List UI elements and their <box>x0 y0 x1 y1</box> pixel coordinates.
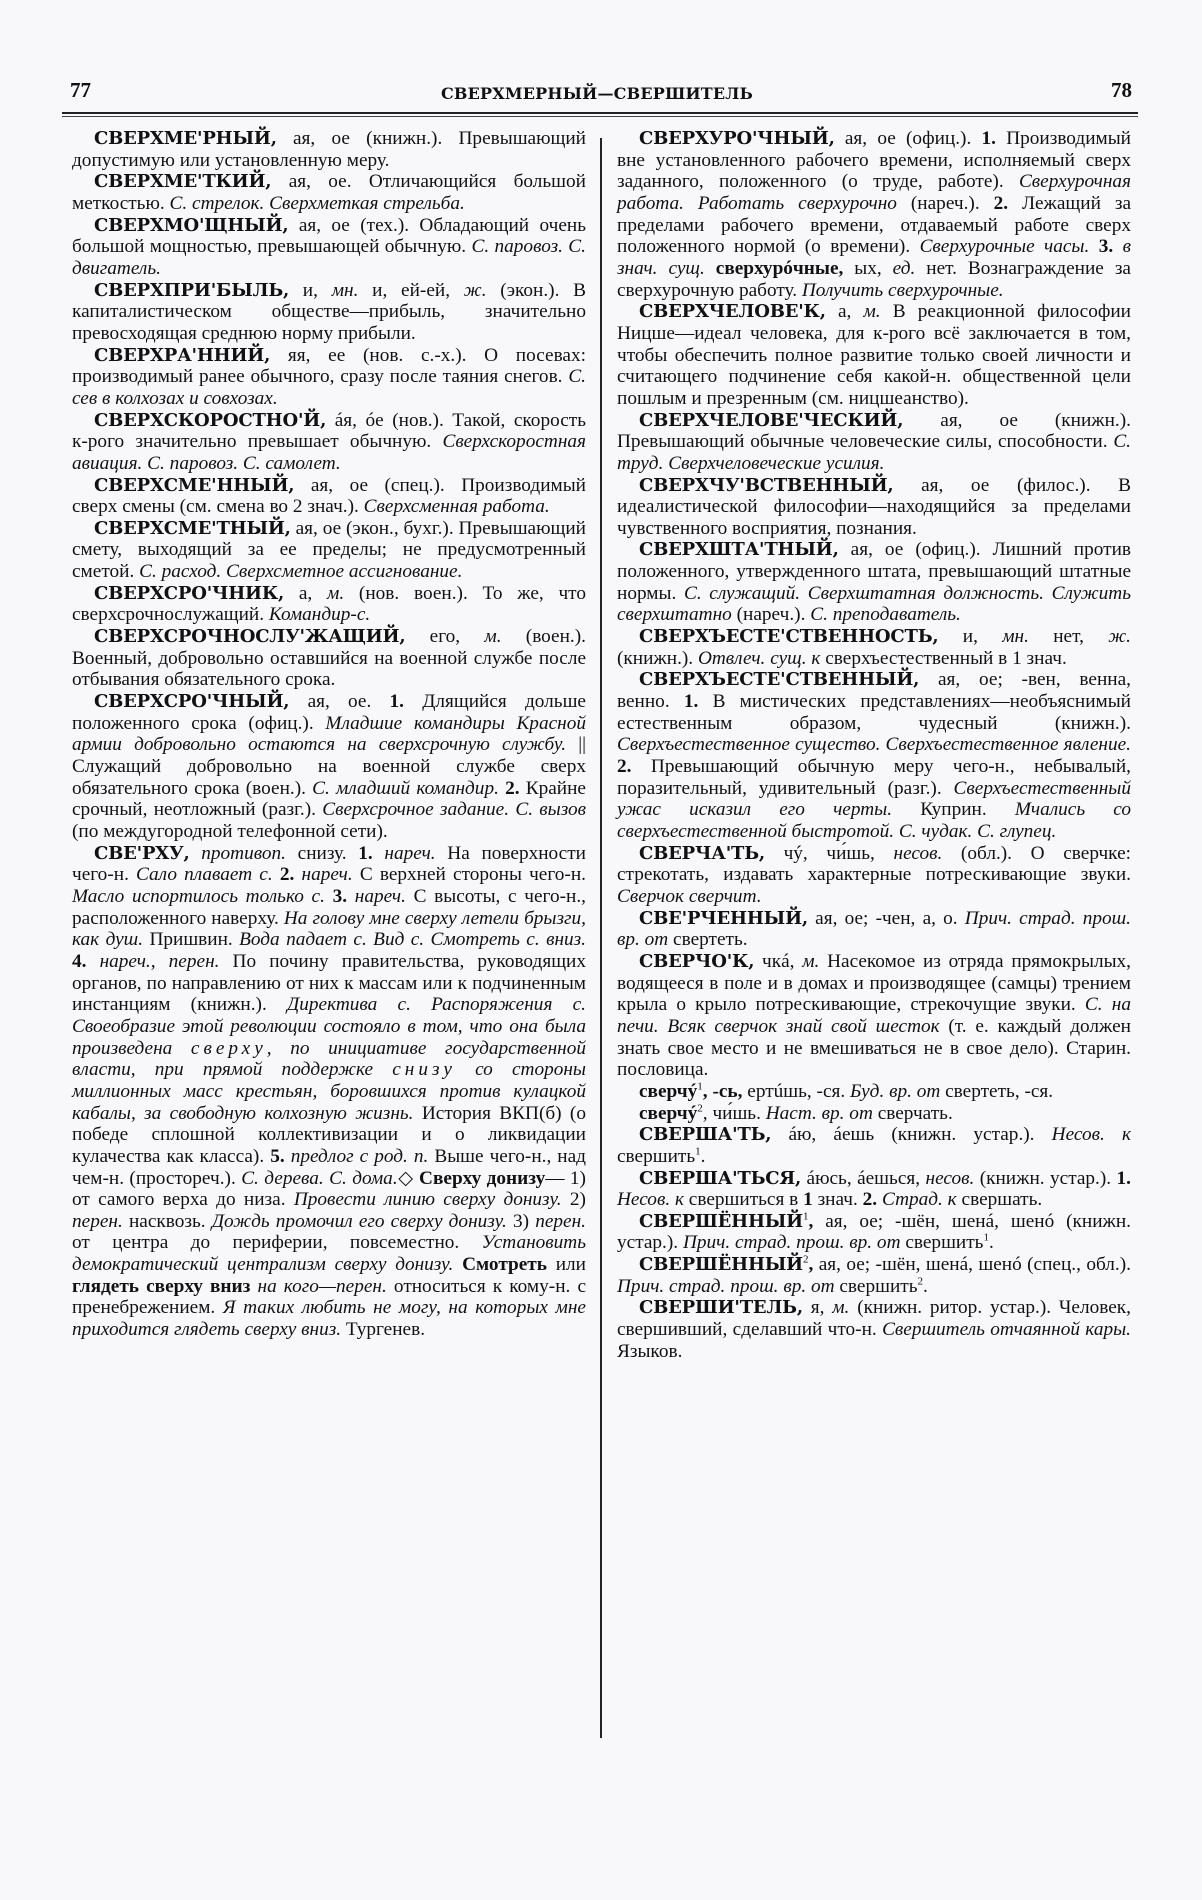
headword: СВЕРХМЕ'РНЫЙ, <box>94 128 277 149</box>
dictionary-entry <box>617 951 1131 1081</box>
italic-text: м. <box>802 950 820 972</box>
definition-text: чý, чи́шь, <box>764 842 894 864</box>
definition-text: свершиться в <box>683 1189 804 1211</box>
definition-text: ая, ое (экон., бухг.). Превышающий смету, выходящий за ее пределы; не предусмотренный сметой. <box>72 517 586 583</box>
definition-text: ая, ое; -вен, венна, венно. <box>617 669 1131 713</box>
definition-text: Крайне срочный, неотложный (разг.). <box>72 777 586 821</box>
italic-text: С. стрелок. Сверхметкая стрельба. <box>169 192 465 214</box>
bold-text: 3. <box>1098 236 1114 258</box>
bold-text: 2. <box>505 777 520 799</box>
definition-text: сверхъестественный в 1 знач. <box>820 647 1067 669</box>
headword: СВЕРХЧЕЛОВЕ'К, <box>639 301 826 323</box>
headword: СВЕРХУРО'ЧНЫЙ, <box>639 128 835 149</box>
bold-text: 5. <box>270 1145 285 1167</box>
headword: СВЕ'РХУ, <box>94 842 190 864</box>
dictionary-entry <box>617 1103 1131 1125</box>
italic-text: Дождь промочил его сверху донизу. <box>211 1210 507 1232</box>
dictionary-entry <box>617 1081 1131 1103</box>
definition-text: áю, áешь (книжн. устар.). <box>771 1124 1052 1146</box>
headword: СВЕРЧА'ТЬ, <box>639 842 765 864</box>
italic-text: Сверхскоростная авиация. С. паровоз. С. самолет. <box>72 431 586 474</box>
definition-text: Пришвин. <box>143 929 240 951</box>
definition-text: насквозь. <box>122 1210 212 1232</box>
definition-text: а, <box>284 582 328 604</box>
italic-text: ж. <box>1108 626 1131 648</box>
italic-text: Сверчок сверчит. <box>617 885 762 907</box>
definition-text: его, <box>405 626 485 648</box>
bold-text: 1. <box>358 842 373 864</box>
definition-text: ая, ое (спец.). Производимый сверх смены (см. смена во 2 знач.). <box>72 474 586 518</box>
definition-text: ая, ое; -шён, шенá, шенó (спец., обл.). <box>813 1254 1131 1276</box>
definition-text: (т. е. каждый должен знать свое место и не вмешиваться не в свое дело). Старин. пословица. <box>617 1015 1131 1081</box>
italic-text: Сало плавает с. <box>136 864 273 886</box>
dictionary-entry <box>72 410 586 475</box>
definition-text <box>705 258 716 279</box>
italic-text: С. на печи. Всяк сверчок знай свой шесток <box>617 994 1131 1037</box>
italic-text: перен. <box>72 1210 123 1232</box>
dictionary-entry <box>617 1168 1131 1211</box>
definition-text: Куприн. <box>892 799 1015 821</box>
definition-text: ых, <box>843 257 893 279</box>
headword: СВЕРХСМЕ'ТНЫЙ, <box>94 517 291 539</box>
bold-text: 3. <box>332 885 348 907</box>
bold-text: , <box>808 1210 814 1232</box>
italic-text: Прич. страд. прош. вр. от <box>617 1275 835 1297</box>
definition-text <box>325 886 333 907</box>
dictionary-entry <box>617 908 1131 951</box>
italic-text: Сверхурочные часы. <box>919 236 1090 258</box>
dictionary-entry <box>617 843 1131 908</box>
bold-text: 4. <box>72 950 87 972</box>
definition-text: С верхней стороны чего-н. <box>352 864 586 886</box>
definition-text: ая, ое; -шён, шенá, шенó (книжн. устар.). <box>617 1210 1131 1254</box>
dictionary-entry <box>617 1297 1131 1362</box>
bold-text: , <box>808 1254 814 1276</box>
bold-text: 1. <box>683 691 699 713</box>
headword: СВЕРЧО'К, <box>639 950 755 972</box>
italic-text: Младшие командиры Красной армии добровольно остаются на сверхсрочную службу. <box>72 712 586 756</box>
italic-text: Сверхурочная работа. Работать сверхурочно <box>617 171 1131 214</box>
bold-text: Смотреть <box>462 1254 547 1276</box>
bold-text: 2. <box>993 192 1009 214</box>
dictionary-entry <box>617 539 1131 626</box>
definition-text: ертúшь, -ся. <box>742 1080 851 1102</box>
italic-text: С. дерева. С. дома. <box>241 1167 398 1189</box>
italic-text: мн. <box>331 279 359 301</box>
definition-text: свертеть, -ся. <box>940 1080 1054 1102</box>
bold-text: глядеть сверху вниз <box>72 1275 251 1297</box>
dictionary-entry <box>617 1124 1131 1167</box>
definition-text <box>190 843 202 864</box>
italic-text: ед. <box>892 257 916 279</box>
bold-text: 1 <box>803 1189 813 1211</box>
definition-text: áя, óе (нов.). Такой, скорость к-рого значительно превышает обычную. <box>72 409 586 453</box>
definition-text: и, <box>289 279 332 301</box>
headword: СВЕ'РЧЕННЫЙ, <box>639 907 808 929</box>
running-head: СВЕРХМЕРНЫЙ—СВЕРШИТЕЛЬ <box>440 84 754 103</box>
italic-text: перен. <box>535 1210 586 1232</box>
dictionary-entry <box>72 843 586 1341</box>
bold-text: , -сь, <box>702 1080 743 1102</box>
definition-text: ая, ое. Отличающийся большой меткостью. <box>72 171 586 214</box>
definition-text: и, <box>938 626 1003 648</box>
definition-text: Лежащий за пределами рабочего времени, отдаваемый работе сверх положенного нормой (о времени). <box>617 192 1132 258</box>
definition-text: ая, ое (офиц.). Лишний против положенного, утвержденного штата, превышающий штатные нормы. <box>617 539 1131 604</box>
bold-text: 1. <box>1116 1167 1131 1189</box>
headword-lowercase: сверчý <box>639 1080 698 1102</box>
header-rule <box>62 112 1138 114</box>
definition-text: . <box>988 1232 994 1254</box>
italic-text: Свершитель отчаянной кары. <box>882 1319 1131 1341</box>
headword: СВЕРХСРОЧНОСЛУ'ЖАЩИЙ, <box>94 626 406 648</box>
dictionary-entry <box>72 171 586 214</box>
definition-text: (экон.). В капиталистическом обществе—прибыль, значительно превосходящая среднюю норму прибыли. <box>72 279 587 344</box>
definition-text: ая, ое (офиц.). <box>834 128 982 149</box>
definition-text: свертеть. <box>668 929 748 951</box>
page-number-right: 78 <box>1111 78 1132 102</box>
definition-text <box>453 1254 462 1275</box>
italic-text: Командир-с. <box>268 604 371 626</box>
dictionary-entry <box>617 475 1131 540</box>
headword: СВЕРХРА'ННИЙ, <box>94 344 271 366</box>
definition-text: (нареч.). <box>731 604 811 626</box>
column-divider <box>600 138 602 1738</box>
definition-text <box>294 864 301 885</box>
headword-lowercase: сверчý <box>639 1102 698 1124</box>
definition-text: (нов. воен.). То же, что сверхсрочнослужащий. <box>72 582 586 626</box>
spaced-text: снизу <box>392 1059 456 1081</box>
italic-text: Масло испортилось только с. <box>72 885 325 907</box>
headword: СВЕРХЪЕСТЕ'СТВЕННЫЙ, <box>639 669 920 691</box>
italic-text: предлог с род. п. <box>290 1145 429 1167</box>
definition-text: свершать. <box>956 1189 1043 1211</box>
definition-text: (воен.). Военный, добровольно оставшийся на военной службе после отбывания обязательного срока. <box>72 626 586 691</box>
definition-text: я, <box>802 1297 833 1319</box>
italic-text: несов. <box>925 1167 975 1189</box>
definition-text <box>86 951 99 972</box>
definition-text: áюсь, áешься, <box>801 1167 926 1189</box>
headword: СВЕРХПРИ'БЫЛЬ, <box>94 279 290 301</box>
dictionary-entry <box>617 410 1131 475</box>
headword: СВЕРХМЕ'ТКИЙ, <box>94 171 272 193</box>
definition-text: и, ей-ей, <box>358 279 464 301</box>
definition-text: ая, ое (книжн.). Превышающий допустимую или установленную меру. <box>72 128 586 171</box>
headword: СВЕРХЧЕЛОВЕ'ЧЕСКИЙ, <box>639 409 904 431</box>
italic-text: нареч. <box>354 885 406 907</box>
headword: СВЕРШЁННЫЙ <box>639 1210 803 1232</box>
italic-text: мн. <box>1002 626 1029 648</box>
italic-text: м. <box>832 1297 850 1319</box>
italic-text: м. <box>863 301 881 323</box>
headword: СВЕРХСМЕ'ННЫЙ, <box>94 474 295 496</box>
definition-text: нет. Вознаграждение за сверхурочную работу. <box>617 257 1131 301</box>
definition-text: , чи́шь. <box>702 1102 766 1124</box>
dictionary-entry <box>72 345 586 410</box>
definition-text: Длящийся дольше положенного срока (офиц.). <box>72 691 586 734</box>
definition-text: от центра до периферии, повсеместно. <box>72 1232 482 1254</box>
italic-text: Сверхсменная работа. <box>363 496 550 518</box>
italic-text: в знач. сущ. <box>617 236 1131 279</box>
definition-text: Языков. <box>617 1340 683 1362</box>
italic-text: на кого—перен. <box>257 1275 387 1297</box>
homonym-number: 1 <box>803 1210 809 1223</box>
definition-text: свершить <box>900 1232 984 1254</box>
superscript: 1 <box>695 1145 701 1158</box>
page-number-left: 77 <box>70 78 91 102</box>
definition-text: 2) <box>561 1189 586 1211</box>
italic-text: Директива с. Распоряжения с. Своеобразие этой революции состояло в том, что она была произведена <box>72 994 586 1059</box>
definition-text: Производимый вне установленного рабочего времени, исполняемый сверх заданного, положенного (о труде, работе). <box>617 128 1131 193</box>
definition-text: (книжн.). <box>617 647 698 669</box>
dictionary-entry <box>72 280 586 345</box>
italic-text: Получить сверхурочные. <box>801 279 1004 301</box>
page-header <box>62 74 1132 114</box>
headword: СВЕРХШТА'ТНЫЙ, <box>639 539 839 561</box>
italic-text: Отвлеч. сущ. к <box>697 647 821 669</box>
headword: СВЕРШЁННЫЙ <box>639 1254 803 1276</box>
dictionary-entry <box>617 626 1131 669</box>
italic-text: нареч. <box>301 864 353 886</box>
headword: СВЕРХЧУ'ВСТВЕННЫЙ, <box>639 474 894 496</box>
definition-text: Превышающий обычную меру чего-н., небывалый, поразительный, удивительный (разг.). <box>617 756 1131 799</box>
dictionary-entry <box>72 215 586 280</box>
dictionary-entry <box>72 583 586 626</box>
definition-text: или <box>546 1254 586 1276</box>
definition-text: (книжн. ритор. устар.). Человек, свершивший, сделавший что-н. <box>617 1297 1131 1341</box>
definition-text <box>347 886 355 907</box>
homonym-number: 2 <box>803 1253 809 1266</box>
italic-text: Я таких любить не могу, на которых мне приходится глядеть сверху вниз. <box>72 1297 586 1341</box>
definition-text: яя, ее (нов. с.-х.). О посевах: производимый ранее обычного, сразу после таяния снегов. <box>72 344 586 388</box>
headword: СВЕРХМО'ЩНЫЙ, <box>94 214 289 236</box>
definition-text: Выше чего-н., над чем-н. (простореч.). <box>72 1145 586 1189</box>
definition-text: ◇ <box>397 1167 420 1189</box>
definition-text: относиться к кому-н. с пренебрежением. <box>72 1275 586 1319</box>
definition-text: В реакционной философии Ницше—идеал человека, для к-рого всё заключается в том, чтобы обеспечить полное развитие только своей личности и считающего подчинение себя какой-н. общественной цели пошлым и презренным (см. ницшеанство). <box>617 301 1131 409</box>
bold-text: Сверху донизу <box>419 1167 546 1189</box>
italic-text: м. <box>484 626 502 648</box>
definition-text: ая, ое. <box>289 691 390 713</box>
italic-text: Сверхсрочное задание. С. вызов <box>322 799 586 821</box>
dictionary-entry <box>617 128 1131 301</box>
definition-text: (книжн. устар.). <box>974 1167 1117 1189</box>
header-rule-thin <box>62 116 1138 117</box>
italic-text: м. <box>327 582 345 604</box>
headword: СВЕРША'ТЬ, <box>639 1124 772 1146</box>
dictionary-entry <box>617 301 1131 409</box>
italic-text: С. паровоз. С. двигатель. <box>72 236 586 279</box>
definition-text: ая, ое (тех.). Обладающий очень большой мощностью, превышающей обычную. <box>72 214 586 258</box>
definition-text: На поверхности чего-н. <box>72 842 586 886</box>
definition-text: знач. <box>812 1189 863 1211</box>
italic-text: Провести линию сверху донизу. <box>293 1189 562 1211</box>
italic-text: Прич. страд. прош. вр. от <box>682 1232 901 1254</box>
definition-text: (обл.). О сверчке: стрекотать, издавать характерные потрескивающие звуки. <box>617 842 1131 886</box>
definition-text: ая, ое (филос.). В идеалистической философии—находящийся за пределами чувственного восприятия, познания. <box>617 474 1131 539</box>
italic-text: противоп. <box>201 842 286 864</box>
definition-text: чкá, <box>754 950 803 972</box>
definition-text <box>1089 236 1098 257</box>
headword: СВЕРША'ТЬСЯ, <box>639 1167 802 1189</box>
italic-text: С. сев в колхозах и совхозах. <box>72 366 586 409</box>
spaced-text: сверху <box>190 1037 267 1059</box>
dictionary-entry <box>72 518 586 583</box>
dictionary-entry <box>617 1211 1131 1254</box>
definition-text: В мистических представлениях—необъяснимый естественным образом, чудесный (книжн.). <box>617 691 1131 734</box>
italic-text: Сверхъестественное существо. Сверхъестественное явление. <box>617 734 1131 756</box>
definition-text: снизу. <box>285 842 359 864</box>
italic-text: Наст. вр. от <box>765 1102 873 1124</box>
definition-text: Тургенев. <box>341 1319 426 1341</box>
italic-text: На голову мне сверху летели брызги, как душ. <box>72 907 586 951</box>
dictionary-entry <box>72 691 586 843</box>
bold-text: 2. <box>862 1189 878 1211</box>
definition-text: История ВКП(б) (о победе сплошной коллективизации и о ликвидации кулачества как класса). <box>72 1102 586 1167</box>
definition-text <box>1113 236 1122 257</box>
definition-text <box>373 843 385 864</box>
definition-text: (по междугородной телефонной сети). <box>72 821 388 842</box>
bold-text: 1. <box>981 128 996 149</box>
italic-text: со стороны миллионных масс крестьян, боровшихся против кулацкой кабалы, за свободную колхозную жизнь. <box>72 1059 586 1124</box>
homonym-number: 1 <box>697 1080 703 1093</box>
italic-text: С. служащий. Сверхштатная должность. Служить сверхштатно <box>617 582 1131 626</box>
italic-text: Вода падает с. Вид с. Смотреть с. вниз. <box>239 929 587 951</box>
headword: СВЕРШИ'ТЕЛЬ, <box>639 1297 803 1319</box>
dictionary-entry <box>72 128 586 171</box>
italic-text: Прич. страд. прош. вр. от <box>617 907 1132 951</box>
italic-text: , по инициативе государственной власти, при прямой поддержке <box>72 1037 586 1081</box>
italic-text: Страд. к <box>881 1189 957 1211</box>
definition-text: ая, ое; -чен, а, о. <box>807 907 965 929</box>
definition-text: нет, <box>1028 626 1109 648</box>
dictionary-entry <box>617 669 1131 842</box>
italic-text: нареч., перен. <box>99 950 220 972</box>
definition-text: а, <box>825 301 864 323</box>
bold-text: 2. <box>617 756 632 778</box>
italic-text: С. расход. Сверхсметное ассигнование. <box>139 561 463 583</box>
definition-text: С высоты, с чего-н., расположенного наверху. <box>72 885 586 929</box>
italic-text: Несов. к <box>617 1189 684 1211</box>
definition-text: По почину правительства, руководящих органов, по направлению от них к массам или к подчиненным инстанциям (книжн.). <box>72 950 586 1016</box>
superscript: 2 <box>917 1275 923 1288</box>
definition-text <box>273 864 280 885</box>
headword: СВЕРХЪЕСТЕ'СТВЕННОСТЬ, <box>639 626 939 648</box>
bold-text: 2. <box>279 864 295 886</box>
dictionary-entry <box>72 626 586 691</box>
right-column <box>617 128 1131 1362</box>
italic-text: С. труд. Сверхчеловеческие усилия. <box>617 431 1131 474</box>
definition-text: сверчать. <box>872 1102 953 1124</box>
italic-text: С. младший командир. <box>312 777 499 799</box>
definition-text: . <box>700 1145 706 1167</box>
definition-text: Насекомое из отряда прямокрылых, водящееся в поле и в домах и производящее (самцы) трением крыла о крыло потрескивающие, стрекочущие звуки. <box>617 950 1131 1016</box>
definition-text: 3) <box>506 1210 536 1232</box>
definition-text <box>250 1276 257 1297</box>
italic-text: ж. <box>463 279 487 301</box>
dictionary-entry <box>72 475 586 518</box>
definition-text: ая, ое (книжн.). Превышающий обычные человеческие силы, способности. <box>617 409 1131 453</box>
italic-text: несов. <box>893 842 943 864</box>
definition-text: — 1) от самого верха до низа. <box>72 1167 586 1211</box>
italic-text: Несов. к <box>1051 1124 1131 1146</box>
left-column <box>72 128 586 1341</box>
headword: СВЕРХСРО'ЧНЫЙ, <box>94 691 290 713</box>
definition-text: свершить <box>617 1145 696 1167</box>
bold-text: 1. <box>389 691 404 713</box>
italic-text: Мчались со сверхъестественной быстротой. С. чудак. С. глупец. <box>617 799 1131 842</box>
headword: СВЕРХСРО'ЧНИК, <box>94 582 285 604</box>
italic-text: нареч. <box>384 842 436 864</box>
italic-text: Сверхъестественный ужас исказил его черты. <box>617 777 1131 821</box>
definition-text: . <box>923 1275 928 1297</box>
superscript: 1 <box>983 1232 989 1245</box>
headword: СВЕРХСКОРОСТНО'Й, <box>94 409 327 431</box>
italic-text: С. преподаватель. <box>810 604 961 626</box>
italic-text: Буд. вр. от <box>850 1080 941 1102</box>
italic-text: Установить демократический централизм сверху донизу. <box>72 1232 586 1276</box>
definition-text: || Служащий добровольно на военной службе сверх обязательного срока (воен.). <box>72 734 586 799</box>
definition-text: свершить <box>834 1275 918 1297</box>
dictionary-entry <box>617 1254 1131 1297</box>
bold-text: сверхурóчные, <box>715 257 844 279</box>
homonym-number: 2 <box>697 1102 703 1115</box>
definition-text: (нареч.). <box>896 192 994 214</box>
